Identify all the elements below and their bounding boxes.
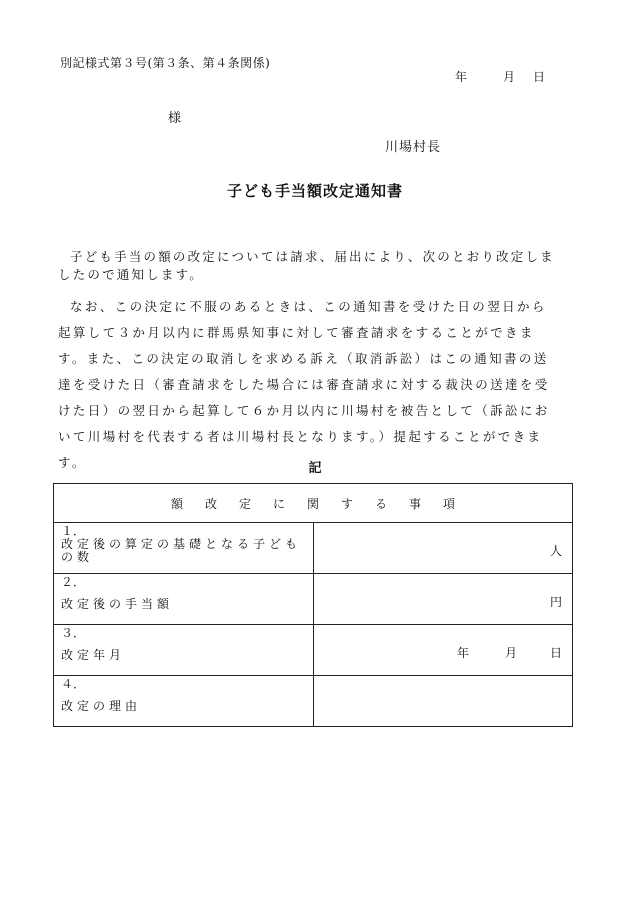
table-header: 額改定に関する事項 xyxy=(54,484,573,523)
paragraph-appeal: なお、この決定に不服のあるときは、この通知書を受けた日の翌日から起算して３か月以内に群馬県知事に対して審査請求をすることができます。また、この決定の取消しを求める訴え（取消訴訟）はこの通知書の送達を受けた日（審査請求をした場合には審査請求に対する裁決の送達を受けた日）の翌日から起算して６か月以内に川場村を被告として（訴訟において川場村を代表する者は川場村長となります。）提起することができます。 xyxy=(58,299,550,470)
row-label: 改定後の算定の基礎となる子どもの数 xyxy=(61,537,302,564)
form-reference: 別記様式第３号(第３条、第４条関係) xyxy=(60,56,271,70)
unit-label: 円 xyxy=(549,595,562,609)
row-value-cell[interactable] xyxy=(313,574,573,625)
row-label-cell xyxy=(54,625,314,676)
row-label-cell xyxy=(54,676,314,727)
row-label: 改定年月 xyxy=(61,648,126,662)
row-label: 改定後の手当額 xyxy=(61,597,174,611)
row-label-cell xyxy=(54,523,314,574)
paragraph-notice: 子ども手当の額の改定については請求、届出により、次のとおり改定しましたので通知します。 xyxy=(58,249,555,282)
date-day-label: 日 xyxy=(533,70,546,84)
row-value-cell[interactable] xyxy=(313,676,573,727)
row-number: ２． xyxy=(61,575,86,589)
recipient-suffix: 様 xyxy=(168,111,182,126)
ki-heading: 記 xyxy=(308,461,322,476)
table-row xyxy=(54,574,573,625)
revision-table xyxy=(53,483,573,727)
row-number: １． xyxy=(61,524,86,538)
issue-date xyxy=(455,68,545,85)
row-number: ４． xyxy=(61,677,86,691)
document-title: 子ども手当額改定通知書 xyxy=(226,182,403,200)
date-year-label: 年 xyxy=(456,646,469,660)
row-number: ３． xyxy=(61,626,86,640)
row-label: 改定の理由 xyxy=(61,699,142,713)
date-day-label: 日 xyxy=(549,646,562,660)
table-row xyxy=(54,523,573,574)
date-month-label: 月 xyxy=(504,646,517,660)
unit-label: 人 xyxy=(549,544,562,558)
revision-date xyxy=(457,644,562,661)
issuer-name: 川場村長 xyxy=(385,140,442,155)
row-value-cell[interactable] xyxy=(313,523,573,574)
row-value-cell[interactable] xyxy=(313,625,573,676)
date-month-label: 月 xyxy=(503,70,516,84)
date-year-label: 年 xyxy=(455,70,468,84)
table-row xyxy=(54,625,573,676)
table-row xyxy=(54,676,573,727)
row-label-cell xyxy=(54,574,314,625)
